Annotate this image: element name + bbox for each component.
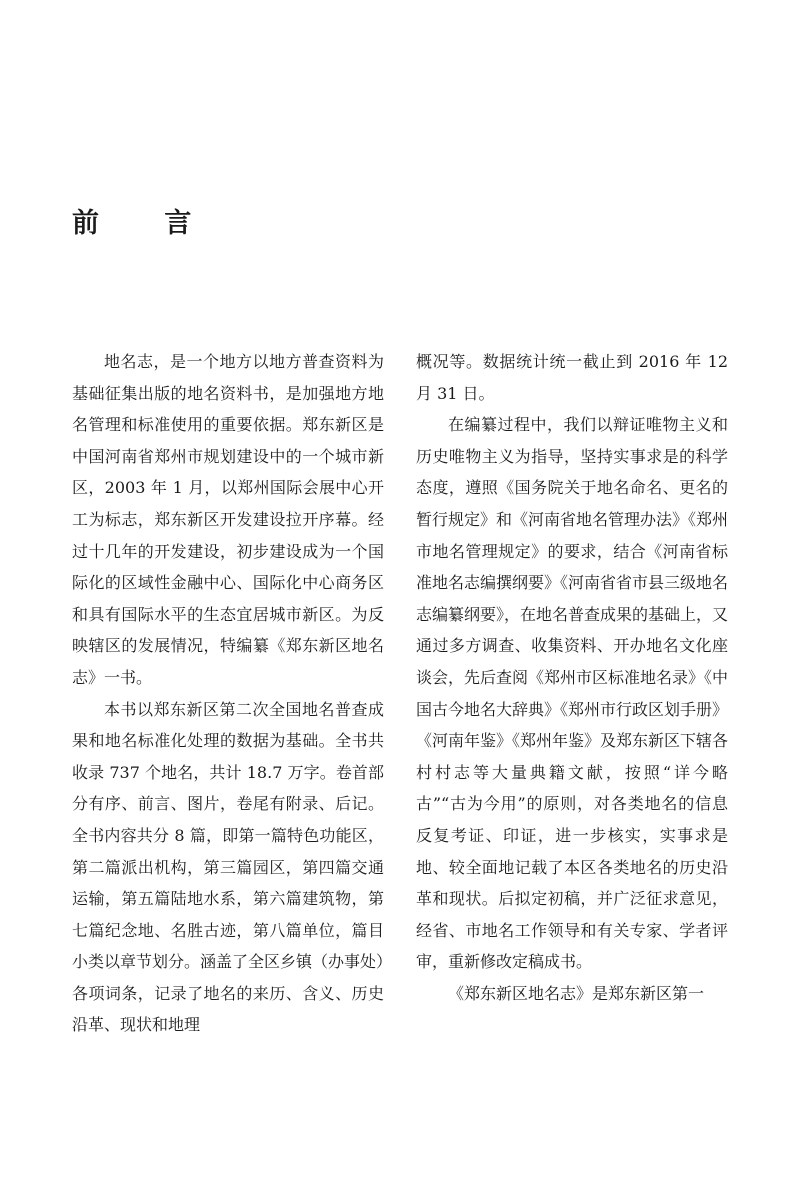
paragraph-book-content-continued: 概况等。数据统计统一截止到 2016 年 12 月 31 日。 [416,352,728,403]
right-text-column [416,346,728,1009]
paragraph-intro: 地名志，是一个地方以地方普查资料为基础征集出版的地名资料书，是加强地方地名管理和标准使用的重要依据。郑东新区是中国河南省郑州市规划建设中的一个城市新区，2003 年 1 月，以郑州国际会展中心开工为标志，郑东新区开发建设拉开序幕。经过十几年的开发建设，初步建设成为一个国际化的区域性金融中心、国际化中心商务区和具有国际水平的生态宜居城市新区。为反映辖区的发展情况，特编纂《郑东新区地名志》一书。 [72,352,384,687]
left-text-column [72,346,384,1041]
page-title: 前 言 [72,208,220,239]
paragraph-closing-start: 《郑东新区地名志》是郑东新区第一 [448,983,705,1003]
paragraph-compilation-process: 在编纂过程中，我们以辩证唯物主义和历史唯物主义为指导，坚持实事求是的科学态度，遵照《国务院关于地名命名、更名的暂行规定》和《河南省地名管理办法》《郑州市地名管理规定》的要求，结合《河南省标准地名志编撰纲要》《河南省省市县三级地名志编纂纲要》，在地名普查成果的基础上，又通过多方调查、收集资料、开办地名文化座谈会，先后查阅《郑州市区标准地名录》《中国古今地名大辞典》《郑州市行政区划手册》《河南年鉴》《郑州年鉴》及郑东新区下辖各村村志等大量典籍文献，按照“详今略古”“古为今用”的原则，对各类地名的信息反复考证、印证，进一步核实，实事求是地、较全面地记载了本区各类地名的历史沿革和现状。后拟定初稿，并广泛征求意见，经省、市地名工作领导和有关专家、学者评审，重新修改定稿成书。 [416,415,729,972]
paragraph-book-content: 本书以郑东新区第二次全国地名普查成果和地名标准化处理的数据为基础。全书共收录 737 个地名，共计 18.7 万字。卷首部分有序、前言、图片，卷尾有附录、后记。全书内容共分 8 篇，即第一篇特色功能区，第二篇派出机构，第三篇园区，第四篇交通运输，第五篇陆地水系，第六篇建筑物，第七篇纪念地、名胜古迹，第八篇单位，篇目小类以章节划分。涵盖了全区乡镇（办事处）各项词条，记录了地名的来历、含义、历史沿革、现状和地理 [72,699,385,1035]
